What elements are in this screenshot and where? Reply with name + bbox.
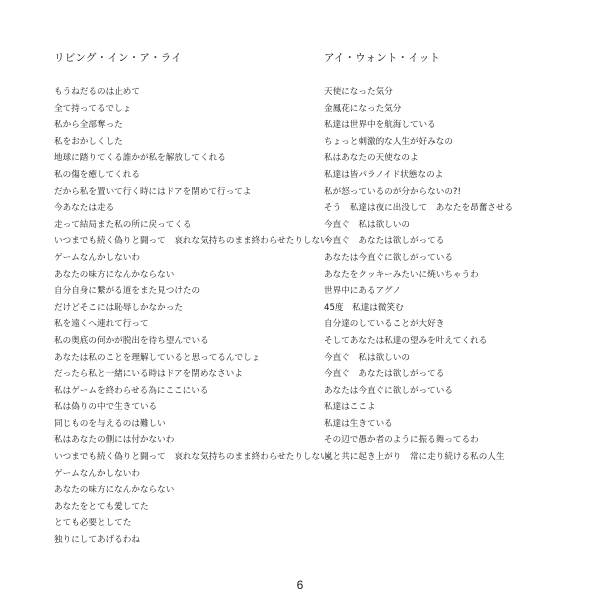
lyric-line: 独りにしてあげるわね: [54, 535, 140, 546]
lyric-line: だったら私と一緒にいる時はドアを閉めなさいよ: [54, 369, 243, 380]
lyric-line: いつまでも続く偽りと闘って 哀れな気持ちのまま終わらせたりしない: [54, 236, 329, 247]
lyric-line: 全て持ってるでしょ: [54, 103, 132, 114]
lyric-line: 同じものを与えるのは難しい: [54, 418, 166, 429]
lyric-line: 今直ぐ あなたは欲しがってる: [324, 369, 445, 380]
lyric-line: あなたの味方になんかならない: [54, 485, 175, 496]
lyric-line: 私が怒っているのが分からないの?!: [324, 186, 461, 197]
lyric-line: 私達は皆パラノイド状態なのよ: [324, 169, 444, 180]
lyric-line: あなたは今直ぐに欲しがっている: [324, 252, 453, 263]
left-song-lyrics: [54, 84, 329, 549]
lyric-line: 今直ぐ 私は欲しいの: [324, 352, 410, 363]
lyric-line: 私達は生きている: [324, 418, 393, 429]
lyric-line: 45度 私達は微笑む: [324, 302, 404, 313]
lyric-line: あなたをとても愛してた: [54, 501, 149, 512]
lyric-line: 地球に踏りてくる誰かが私を解放してくれる: [54, 153, 226, 164]
page-number: 6: [296, 578, 304, 592]
lyric-line: 走って結局また私の所に戻ってくる: [54, 219, 192, 230]
lyric-line: 私達は世界中を航海している: [324, 120, 436, 131]
lyric-line: 今直ぐ 私は欲しいの: [324, 219, 410, 230]
lyric-line: そしてあなたは私達の望みを叶えてくれる: [324, 335, 488, 346]
lyric-line: 私から全部奪った: [54, 120, 123, 131]
lyric-line: だけどそこには恥辱しかなかった: [54, 302, 183, 313]
lyric-line: ちょっと刺激的な人生が好みなの: [324, 136, 453, 147]
lyric-line: ゲームなんかしないわ: [54, 468, 140, 479]
lyric-line: 私の傷を癒してくれる: [54, 169, 140, 180]
lyric-line: もうねだるのは止めて: [54, 87, 140, 97]
lyric-line: 天使になった気分: [324, 87, 393, 97]
lyric-line: 私はあなたの天使なのよ: [324, 153, 419, 164]
lyric-line: 嵐と共に起き上がり 常に走り続ける私の人生: [324, 452, 505, 463]
lyric-line: 私を遠くへ連れて行って: [54, 319, 149, 330]
lyric-line: 自分自身に繋がる道をまた見つけたの: [54, 286, 201, 297]
lyric-line: あなたは今直ぐに欲しがっている: [324, 385, 453, 396]
lyric-line: 私をおかしくした: [54, 136, 123, 147]
lyric-line: だから私を置いて行く時にはドアを閉めて行ってよ: [54, 186, 252, 197]
right-song-lyrics: [324, 84, 513, 466]
lyric-line: あなたは私のことを理解していると思ってるんでしょ: [54, 352, 261, 363]
lyric-line: 私達はここよ: [324, 402, 376, 413]
lyric-line: 今直ぐ あなたは欲しがってる: [324, 236, 445, 247]
lyric-line: とても必要としてた: [54, 518, 132, 529]
lyric-line: そう 私達は夜に出没して あなたを昂奮させる: [324, 203, 514, 214]
lyric-line: 自分達のしていることが大好き: [324, 319, 445, 330]
lyric-line: 金鳳花になった気分: [324, 103, 402, 114]
lyric-line: 私はゲームを終わらせる為にここにいる: [54, 385, 209, 396]
lyric-line: あなたをクッキーみたいに焼いちゃうわ: [324, 269, 479, 280]
lyric-line: 私は偽りの中で生きている: [54, 402, 158, 413]
lyric-line: 私の奥底の何かが脱出を待ち望んでいる: [54, 335, 209, 346]
lyric-line: ゲームなんかしないわ: [54, 252, 140, 263]
left-song-title: リビング・イン・ア・ライ: [54, 52, 182, 64]
right-song-title: アイ・ウォント・イット: [324, 52, 441, 64]
lyric-line: あなたの味方になんかならない: [54, 269, 175, 280]
lyric-line: 世界中にあるアグノ: [324, 286, 401, 297]
lyric-line: その辺で愚か者のように振る舞ってるわ: [324, 435, 479, 446]
lyric-line: 今あなたは走る: [54, 203, 115, 214]
lyric-line: 私はあなたの側には付かないわ: [54, 435, 175, 446]
lyric-line: いつまでも続く偽りと闘って 哀れな気持ちのまま終わらせたりしない: [54, 452, 329, 463]
